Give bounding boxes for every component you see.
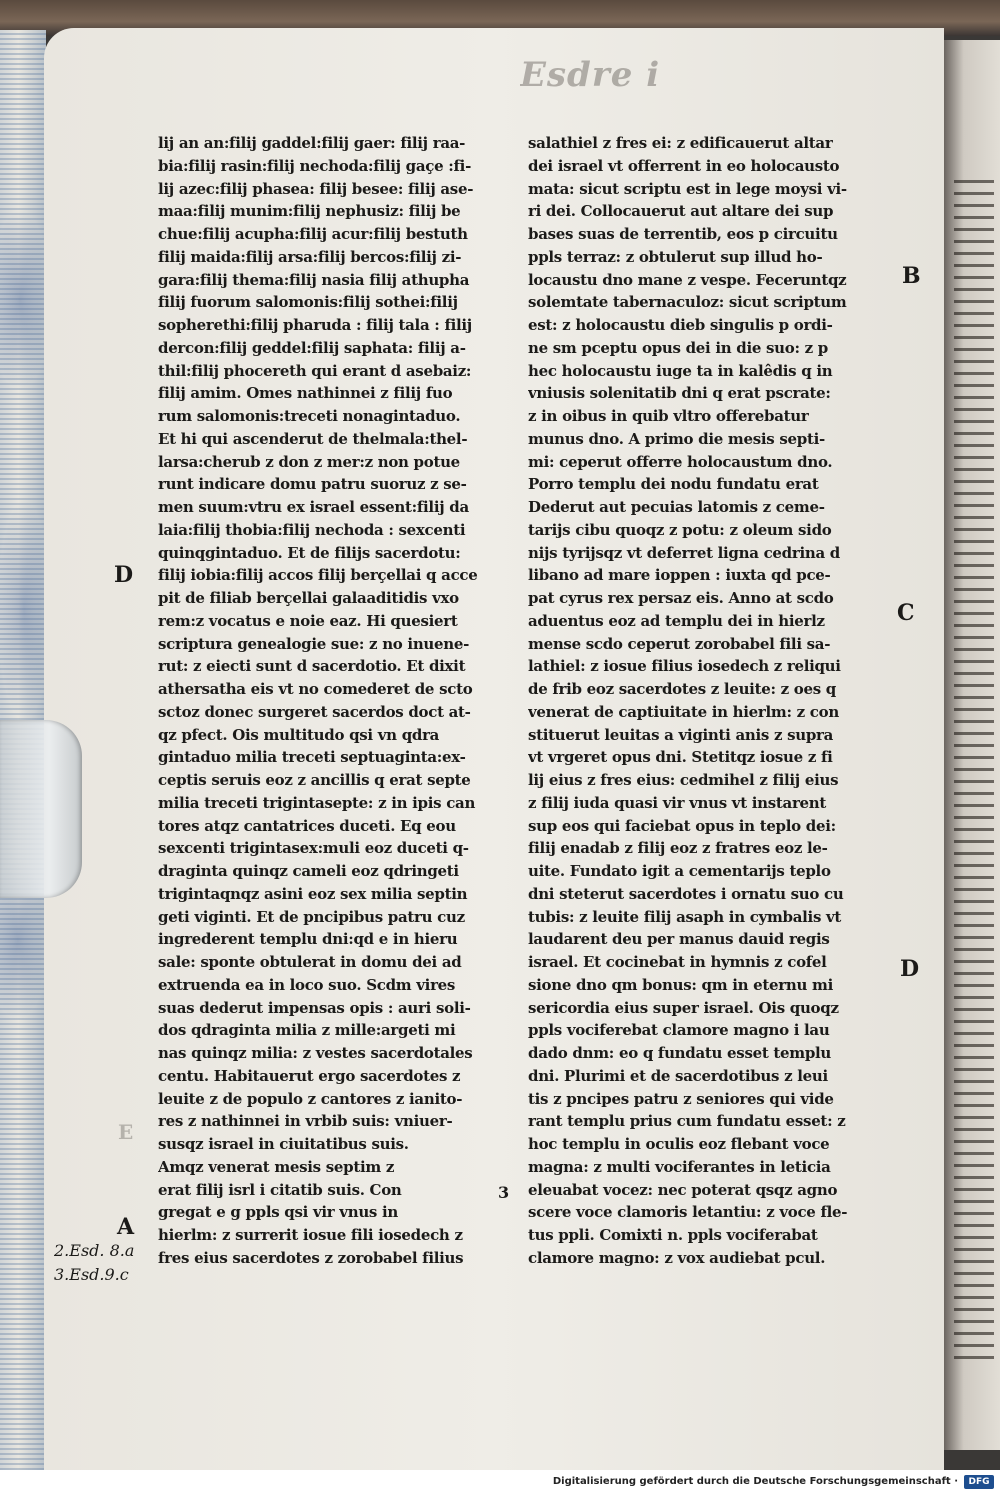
text-line: clamore magno: z vox audiebat pcul. bbox=[528, 1248, 826, 1267]
text-line: ceptis seruis eoz z ancillis q erat septe bbox=[158, 771, 471, 789]
text-line: susqz israel in ciuitatibus suis. bbox=[158, 1135, 409, 1153]
text-line: dni steterut sacerdotes i ornatu suo cu bbox=[528, 884, 844, 903]
text-line: fres eius sacerdotes z zorobabel filius bbox=[158, 1248, 464, 1267]
text-line: nas quinqz milia: z vestes sacerdotales bbox=[158, 1044, 473, 1062]
text-line: gregat e g ppls qsi vir vnus in bbox=[158, 1203, 399, 1222]
text-line: dei israel vt offerrent in eo holocausto bbox=[528, 156, 840, 175]
text-line: filij iobia:filij accos filij berçellai q acce bbox=[158, 566, 478, 585]
text-line: dni. Plurimi et de sacerdotibus z leui bbox=[528, 1066, 828, 1085]
text-line: suas dederut impensas opis : auri soli- bbox=[158, 998, 471, 1017]
text-line: dercon:filij geddel:filij saphata: filij a- bbox=[158, 338, 466, 357]
text-line: ppls vociferebat clamore magno i lau bbox=[528, 1021, 830, 1040]
text-line: sericordia eius super israel. Ois quoqz bbox=[528, 998, 839, 1017]
text-line: tis z pncipes patru z seniores qui vide bbox=[528, 1089, 834, 1108]
text-line: sale: sponte obtulerat in domu dei ad bbox=[158, 953, 462, 971]
margin-letter-a: A bbox=[117, 1214, 135, 1240]
text-line: z in oibus in quib vltro offerebatur bbox=[528, 407, 809, 425]
text-line: locaustu dno mane z vespe. Feceruntqz bbox=[528, 270, 847, 289]
book-clamp bbox=[0, 720, 82, 898]
text-line: res z nathinnei in vrbib suis: vniuer- bbox=[158, 1112, 453, 1131]
text-column-right bbox=[528, 132, 888, 1270]
text-line: gara:filij thema:filij nasia filij athupha bbox=[158, 270, 470, 289]
text-line: sione dno qm bonus: qm in eternu mi bbox=[528, 975, 833, 994]
text-line: filij fuorum salomonis:filij sothei:filij bbox=[158, 293, 458, 312]
dfg-logo: DFG bbox=[964, 1475, 994, 1489]
text-line: rut: z eiecti sunt d sacerdotio. Et dixit bbox=[158, 657, 466, 676]
text-line: athersatha eis vt no comederet de scto bbox=[158, 680, 473, 698]
text-line: erat filij isrl i citatib suis. Con bbox=[158, 1180, 402, 1199]
text-line: centu. Habitauerut ergo sacerdotes z bbox=[158, 1066, 461, 1085]
text-line: vt vrgeret opus dni. Stetitqz iosue z fi bbox=[528, 748, 833, 767]
text-line: Amqz venerat mesis septim z bbox=[158, 1157, 395, 1176]
text-line: rem:z vocatus e noie eaz. Hi quesiert bbox=[158, 611, 458, 630]
text-line: draginta quinqz cameli eoz qdringeti bbox=[158, 862, 459, 880]
text-line: lij azec:filij phasea: filij besee: filij ase- bbox=[158, 179, 474, 198]
margin-letter-d-left: D bbox=[114, 562, 134, 588]
text-line: dado dnm: eo q fundatu esset templu bbox=[528, 1044, 832, 1062]
text-line: rum salomonis:treceti nonagintaduo. bbox=[158, 407, 461, 425]
text-line: ri dei. Collocauerut aut altare dei sup bbox=[528, 202, 834, 221]
text-line: stituerut leuitas a viginti anis z supra bbox=[528, 725, 834, 744]
text-line: men suum:vtru ex israel essent:filij da bbox=[158, 498, 469, 516]
text-line: filij enadab z filij eoz z fratres eoz le- bbox=[528, 839, 828, 858]
margin-letter-d-right: D bbox=[900, 956, 920, 982]
text-line: qz pfect. Ois multitudo qsi vn qdra bbox=[158, 725, 440, 744]
text-line: uite. Fundato igit a cementarijs teplo bbox=[528, 862, 831, 880]
text-line: trigintaqnqz asini eoz sex milia septin bbox=[158, 884, 468, 903]
text-line: bases suas de terrentib, eos p circuitu bbox=[528, 225, 838, 243]
text-line: ne sm pceptu opus dei in die suo: z p bbox=[528, 338, 828, 357]
margin-letter-b: B bbox=[902, 263, 921, 289]
text-line: sopherethi:filij pharuda : filij tala : filij bbox=[158, 316, 472, 334]
text-line: hec holocaustu iuge ta in kalêdis q in bbox=[528, 361, 833, 380]
text-line: laudarent deu per manus dauid regis bbox=[528, 930, 830, 949]
facing-page-text-ghost bbox=[954, 180, 994, 1360]
text-line: tubis: z leuite filij asaph in cymbalis vt bbox=[528, 907, 842, 926]
text-line: milia treceti trigintasepte: z in ipis can bbox=[158, 793, 476, 812]
text-line: hierlm: z surrerit iosue fili iosedech z bbox=[158, 1226, 463, 1244]
text-line: pit de filiab berçellai galaaditidis vxo bbox=[158, 589, 459, 607]
text-line: geti viginti. Et de pncipibus patru cuz bbox=[158, 907, 465, 926]
text-line: sexcenti trigintasex:muli eoz duceti q- bbox=[158, 839, 469, 858]
text-line: tarijs cibu quoqz z potu: z oleum sido bbox=[528, 520, 832, 539]
text-line: mata: sicut scriptu est in lege moysi vi- bbox=[528, 179, 847, 198]
text-line: extruenda ea in loco suo. Scdm vires bbox=[158, 975, 456, 994]
text-line: est: z holocaustu dieb singulis p ordi- bbox=[528, 316, 833, 334]
text-line: quinqgintaduo. Et de filijs sacerdotu: bbox=[158, 543, 461, 562]
text-line: thil:filij phocereth qui erant d asebaiz: bbox=[158, 361, 472, 380]
text-line: pat cyrus rex persaz eis. Anno at scdo bbox=[528, 589, 834, 607]
margin-letter-faint: E bbox=[118, 1120, 134, 1144]
text-line: ingrederent templu dni:qd e in hieru bbox=[158, 930, 458, 949]
text-line: lathiel: z iosue filius iosedech z reliqui bbox=[528, 657, 841, 676]
text-line: tus ppli. Comixti n. ppls vociferabat bbox=[528, 1226, 818, 1244]
text-line: salathiel z fres ei: z edificauerut altar bbox=[528, 134, 833, 152]
text-line: dos qdraginta milia z mille:argeti mi bbox=[158, 1021, 456, 1040]
text-line: eleuabat vocez: nec poterat qsqz agno bbox=[528, 1180, 838, 1199]
text-line: leuite z de populo z cantores z ianito- bbox=[158, 1089, 463, 1108]
text-line: hoc templu in oculis eoz flebant voce bbox=[528, 1135, 830, 1153]
text-line: filij maida:filij arsa:filij bercos:filij zi- bbox=[158, 247, 462, 266]
text-line: magna: z multi vociferantes in leticia bbox=[528, 1157, 831, 1176]
text-line: maa:filij munim:filij nephusiz: filij be bbox=[158, 202, 461, 221]
text-line: gintaduo milia treceti septuaginta:ex- bbox=[158, 748, 466, 767]
text-line: solemtate tabernaculoz: sicut scriptum bbox=[528, 293, 847, 312]
text-line: scere voce clamoris letantiu: z voce fle- bbox=[528, 1203, 848, 1222]
text-line: venerat de captiuitate in hierlm: z con bbox=[528, 702, 839, 721]
text-line: Dederut aut pecuias latomis z ceme- bbox=[528, 498, 825, 516]
text-line: tores atqz cantatrices duceti. Eq eou bbox=[158, 816, 456, 835]
text-column-left bbox=[158, 132, 518, 1270]
marbled-edge bbox=[0, 180, 46, 1080]
text-line: laia:filij thobia:filij nechoda : sexcenti bbox=[158, 520, 466, 539]
text-line: de frib eoz sacerdotes z leuite: z oes q bbox=[528, 680, 836, 698]
text-line: mense scdo ceperut zorobabel fili sa- bbox=[528, 634, 831, 653]
text-line: sup eos qui faciebat opus in teplo dei: bbox=[528, 816, 836, 835]
margin-reference-1: 2.Esd. 8.a bbox=[54, 1241, 135, 1260]
text-line: rant templu prius cum fundatu esset: z bbox=[528, 1112, 846, 1131]
text-line: filij amim. Omes nathinnei z filij fuo bbox=[158, 384, 453, 403]
text-line: bia:filij rasin:filij nechoda:filij gaçe :fi- bbox=[158, 156, 471, 175]
text-line: nijs tyrijsqz vt deferret ligna cedrina d bbox=[528, 543, 840, 562]
text-line: z filij iuda quasi vir vnus vt instarent bbox=[528, 793, 827, 812]
text-line: Et hi qui ascenderut de thelmala:thel- bbox=[158, 429, 468, 448]
chapter-number: 3 bbox=[498, 1183, 510, 1202]
facing-page-curl bbox=[944, 40, 1000, 1450]
text-line: aduentus eoz ad templu dei in hierlz bbox=[528, 611, 825, 630]
text-line: libano ad mare ioppen : iuxta qd pce- bbox=[528, 566, 831, 585]
text-line: israel. Et cocinebat in hymnis z cofel bbox=[528, 953, 827, 971]
funding-credit: Digitalisierung gefördert durch die Deutsche Forschungsgemeinschaft · bbox=[552, 1476, 958, 1487]
running-head: Esdre i bbox=[520, 55, 661, 95]
text-line: mi: ceperut offerre holocaustum dno. bbox=[528, 452, 833, 471]
text-line: ppls terraz: z obtulerut sup illud ho- bbox=[528, 247, 823, 266]
text-line: larsa:cherub z don z mer:z non potue bbox=[158, 452, 460, 471]
text-line: scriptura genealogie sue: z no inuene- bbox=[158, 634, 470, 653]
text-line: sctoz donec surgeret sacerdos doct at- bbox=[158, 702, 471, 721]
footer-bar bbox=[0, 1470, 1000, 1496]
text-line: runt indicare domu patru suoruz z se- bbox=[158, 475, 467, 494]
text-line: Porro templu dei nodu fundatu erat bbox=[528, 475, 819, 494]
text-line: lij an an:filij gaddel:filij gaer: filij raa- bbox=[158, 134, 466, 152]
text-line: vniusis solenitatib dni q erat pscrate: bbox=[528, 384, 831, 403]
text-line: chue:filij acupha:filij acur:filij bestuth bbox=[158, 225, 468, 243]
text-line: lij eius z fres eius: cedmihel z filij eius bbox=[528, 771, 839, 789]
text-line: munus dno. A primo die mesis septi- bbox=[528, 429, 825, 448]
margin-reference-2: 3.Esd.9.c bbox=[54, 1265, 129, 1284]
margin-letter-c: C bbox=[897, 600, 915, 626]
